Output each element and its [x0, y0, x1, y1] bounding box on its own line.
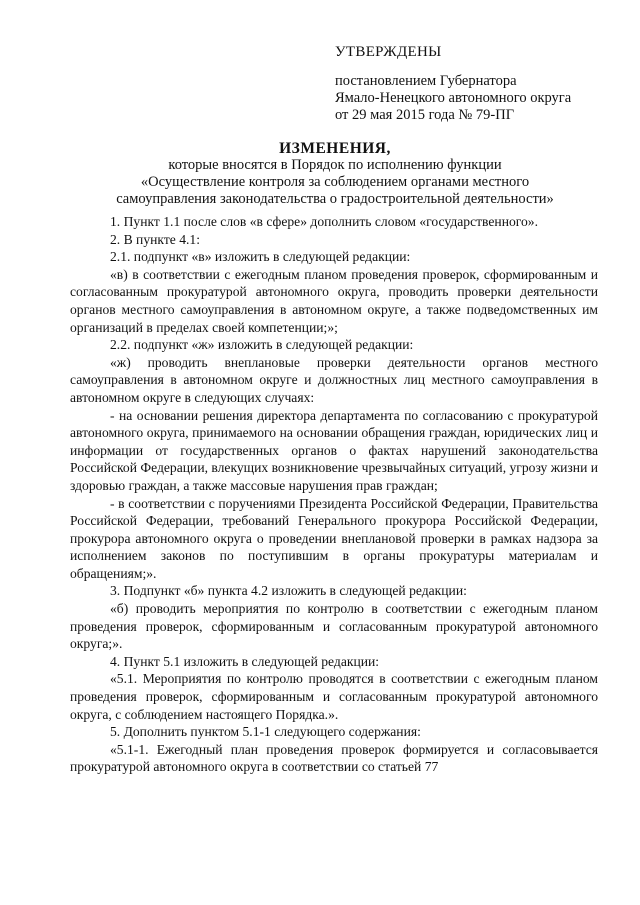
paragraph: 3. Подпункт «б» пункта 4.2 изложить в следующей редакции:	[110, 583, 467, 599]
document-title: ИЗМЕНЕНИЯ,	[279, 140, 391, 157]
approval-heading: УТВЕРЖДЕНЫ	[335, 44, 442, 60]
paragraph: «5.1-1. Ежегодный план проведения проверок формируется и согласовывается прокуратурой автономного округа в соответствии со статьей 77	[70, 741, 598, 775]
approval-line: Ямало-Ненецкого автономного округа	[335, 90, 572, 106]
approval-date: от 29 мая 2015 года № 79-ПГ	[335, 107, 515, 123]
subtitle-line: самоуправления законодательства о градостроительной деятельности»	[116, 191, 554, 207]
approval-line: постановлением Губернатора	[335, 73, 517, 89]
subtitle-line: которые вносятся в Порядок по исполнению функции	[168, 157, 502, 173]
document-body	[70, 213, 598, 776]
paragraph: - в соответствии с поручениями Президента Российской Федерации, Правительства Российской Федерации, требований Генерального прокурора Российской Федерации, прокурора автономного округа о проведении внеплановой проверки в рамках надзора за исполнением законов по поступившим в органы прокуратуры материалам и обращениям;».	[70, 495, 598, 581]
paragraph: «ж) проводить внеплановые проверки деятельности органов местного самоуправления в автономном округе и должностных лиц местного самоуправления в автономном округе в следующих случаях:	[70, 354, 598, 405]
paragraph: 2. В пункте 4.1:	[110, 231, 200, 247]
paragraph: 5. Дополнить пунктом 5.1-1 следующего содержания:	[110, 724, 421, 740]
paragraph: 2.1. подпункт «в» изложить в следующей редакции:	[110, 249, 411, 265]
subtitle-line: «Осуществление контроля за соблюдением органами местного	[140, 174, 530, 190]
paragraph: «в) в соответствии с ежегодным планом проведения проверок, сформированным и согласованным прокуратурой автономного округа, проводить проверки деятельности органов местного самоуправления в автономном округе, а также подведомственных им организаций в пределах своей компетенции;»;	[70, 266, 598, 335]
paragraph: 4. Пункт 5.1 изложить в следующей редакции:	[110, 653, 380, 669]
paragraph: - на основании решения директора департамента по согласованию с прокуратурой автономного округа, принимаемого на основании обращения граждан, юридических лиц и информации от государственных органов о фактах нарушений законодательства Российской Федерации, влекущих возникновение чрезвычайных ситуаций, угрозу жизни и здоровью граждан, а также массовые нарушения прав граждан;	[70, 407, 599, 493]
paragraph: «б) проводить мероприятия по контролю в соответствии с ежегодным планом проведения проверок, сформированным и согласованным прокуратурой автономного округа;».	[70, 601, 598, 652]
paragraph: 1. Пункт 1.1 после слов «в сфере» дополнить словом «государственного».	[110, 214, 538, 229]
paragraph: 2.2. подпункт «ж» изложить в следующей редакции:	[110, 337, 414, 353]
title-block	[100, 140, 570, 208]
approval-block	[335, 44, 625, 124]
paragraph: «5.1. Мероприятия по контролю проводятся в соответствии с ежегодным планом проведения проверок, сформированным и согласованным прокуратурой автономного округа, с соблюдением настоящего Порядка.».	[70, 671, 598, 722]
